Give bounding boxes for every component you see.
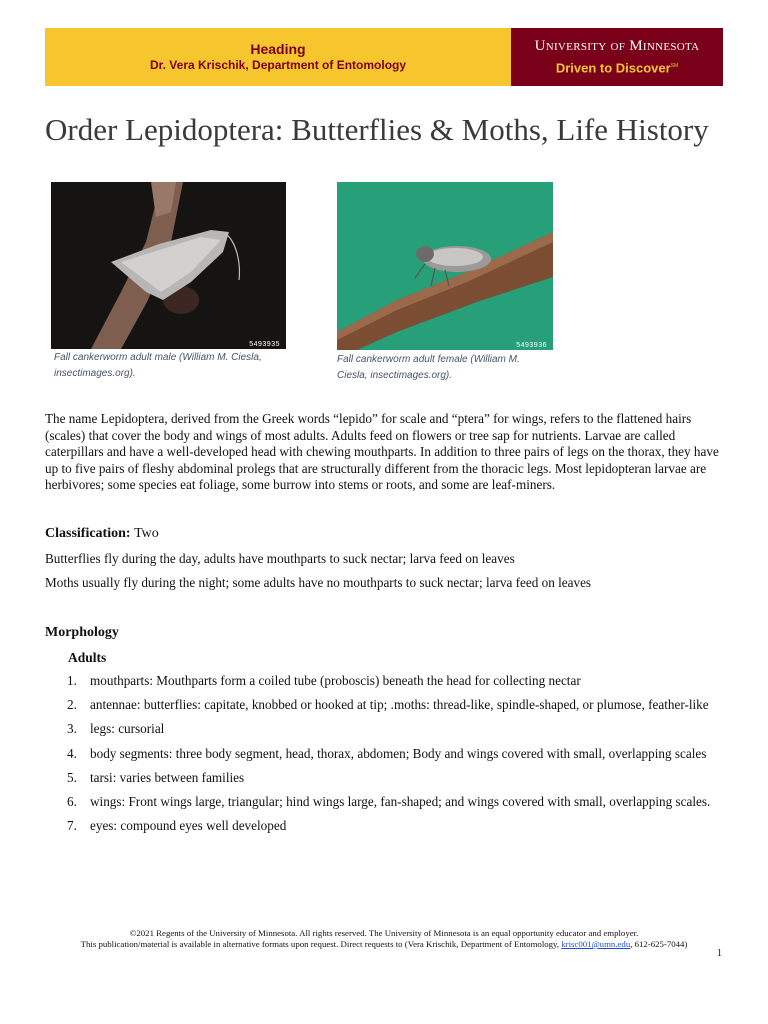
page-title: Order Lepidoptera: Butterflies & Moths, Life History — [45, 112, 709, 147]
university-tagline — [556, 57, 678, 77]
page-footer — [0, 928, 768, 950]
list-number: 3. — [67, 721, 77, 737]
classification-line-moths: Moths usually fly during the night; some adults have no mouthparts to suck nectar; larva feed on leaves — [45, 575, 592, 590]
morphology-heading: Morphology — [45, 625, 119, 640]
list-text: legs: cursorial — [90, 721, 165, 737]
female-moth-image — [337, 182, 553, 350]
contact-phone-text: , 612-625-7044) — [630, 939, 688, 949]
classification-heading — [45, 526, 159, 542]
list-number: 6. — [67, 793, 77, 809]
service-mark: SM — [670, 62, 679, 69]
university-logo — [511, 28, 723, 86]
page-number: 1 — [717, 948, 722, 959]
list-item — [45, 721, 725, 737]
list-item — [45, 770, 725, 786]
classification-line-butterflies: Butterflies fly during the day, adults have mouthparts to suck nectar; larva feed on leaves — [45, 551, 515, 566]
photo-female-moth — [337, 182, 553, 350]
photo-id-number: 5493936 — [516, 342, 547, 349]
photo-male-moth — [51, 182, 286, 349]
tagline-text: Driven to Discover — [555, 60, 671, 76]
contact-email-link[interactable]: krisc001@umn.edu — [561, 939, 631, 949]
list-item — [45, 794, 725, 810]
photo-caption: Fall cankerworm adult male (William M. Ciesla, insectimages.org). — [54, 352, 262, 379]
list-number: 1. — [67, 673, 77, 688]
classification-label: Classification: — [45, 526, 131, 541]
header-banner — [45, 28, 723, 86]
classification-value: Two — [134, 526, 159, 541]
list-item — [45, 697, 725, 713]
list-text: tarsi: varies between families — [90, 769, 245, 785]
list-text: body segments: three body segment, head, thorax, abdomen; Body and wings covered with small, overlapping scales — [90, 745, 707, 761]
accessibility-line — [0, 939, 768, 950]
list-number: 2. — [67, 697, 77, 713]
copyright-line: ©2021 Regents of the University of Minnesota. All rights reserved. The University of Minnesota is an equal opportunity educator and employer. — [129, 928, 639, 938]
accessibility-text: This publication/material is available in alternative formats upon request. Direct requests to (Vera Krischik, Department of Entomology, — [80, 939, 562, 949]
list-text: wings: Front wings large, triangular; hind wings large, fan-shaped; and wings covered with small, overlapping scales. — [90, 793, 711, 809]
list-text: antennae: butterflies: capitate, knobbed or hooked at tip; .moths: thread-like, spindle-shaped, or plumose, feather-like — [90, 697, 709, 713]
list-number: 5. — [67, 769, 77, 785]
morphology-list — [45, 673, 725, 842]
male-moth-image — [51, 182, 286, 349]
photo-caption: Fall cankerworm adult female (William M. Ciesla, insectimages.org). — [337, 354, 520, 381]
photo-id-number: 5493935 — [249, 341, 280, 348]
banner-heading: Heading — [250, 41, 306, 57]
university-name: University of Minnesota — [534, 37, 700, 54]
banner-author: Dr. Vera Krischik, Department of Entomology — [149, 58, 407, 72]
list-text: mouthparts: Mouthparts form a coiled tube (proboscis) beneath the head for collecting nectar — [90, 673, 581, 688]
list-item — [45, 818, 725, 834]
banner-heading-block — [45, 28, 511, 86]
list-number: 7. — [67, 818, 77, 834]
list-number: 4. — [67, 745, 77, 761]
intro-paragraph: The name Lepidoptera, derived from the Greek words “lepido” for scale and “ptera” for wings, refers to the flattened hairs (scales) that cover the body and wings of most adults. Adults feed on flowers or tree sap for nutrients. Larvae are called caterpillars and have a well-developed head with chewing mouthparts. In addition to three pairs of legs on the thorax, they have up to five pairs of fleshy abdominal prolegs that are structurally different from the thoracic legs. Most lepidopteran larvae are herbivores; some species eat foliage, some burrow into stems or roots, and some are leaf-miners. — [45, 411, 719, 492]
list-item — [45, 673, 725, 689]
adults-subheading: Adults — [68, 650, 107, 665]
list-item — [45, 746, 725, 762]
list-text: eyes: compound eyes well developed — [90, 818, 287, 834]
